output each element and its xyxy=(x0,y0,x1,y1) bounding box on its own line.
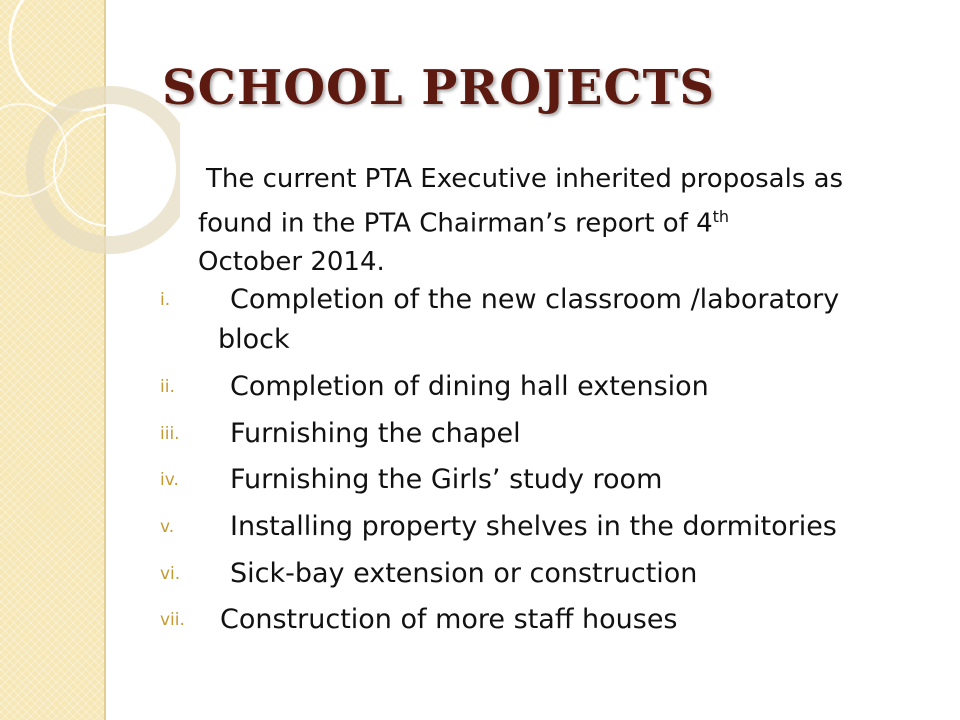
list-item xyxy=(160,507,920,547)
list-marker: v. xyxy=(160,517,175,537)
intro-line-2: found in the PTA Chairman’s report of 4 xyxy=(198,208,713,239)
list-item xyxy=(160,280,920,360)
intro-paragraph xyxy=(198,160,938,281)
list-marker: vi. xyxy=(160,564,181,584)
list-item-text: Completion of the new classroom /laboratory block xyxy=(218,284,840,355)
intro-line-1: The current PTA Executive inherited proposals as xyxy=(206,164,844,194)
list-item-text: Furnishing the Girls’ study room xyxy=(230,464,663,495)
ordinal-suffix: th xyxy=(712,207,730,226)
list-marker: iv. xyxy=(160,470,179,490)
list-marker: i. xyxy=(160,290,171,310)
slide-title: SCHOOL PROJECTS xyxy=(162,60,715,116)
list-item xyxy=(160,554,920,594)
list-item-text: Construction of more staff houses xyxy=(220,604,678,635)
list-item-text: Installing property shelves in the dormitories xyxy=(230,511,837,542)
decorative-rings xyxy=(0,0,180,260)
list-marker: vii. xyxy=(160,610,185,630)
list-item-text: Sick-bay extension or construction xyxy=(230,558,698,589)
intro-line-3: October 2014. xyxy=(198,246,385,277)
list-item xyxy=(160,367,920,407)
list-item-text: Furnishing the chapel xyxy=(230,418,521,449)
list-item xyxy=(160,460,920,500)
list-marker: iii. xyxy=(160,424,180,444)
list-item-text: Completion of dining hall extension xyxy=(230,371,709,402)
list-item xyxy=(160,600,920,640)
list-marker: ii. xyxy=(160,377,175,397)
list-item xyxy=(160,414,920,454)
